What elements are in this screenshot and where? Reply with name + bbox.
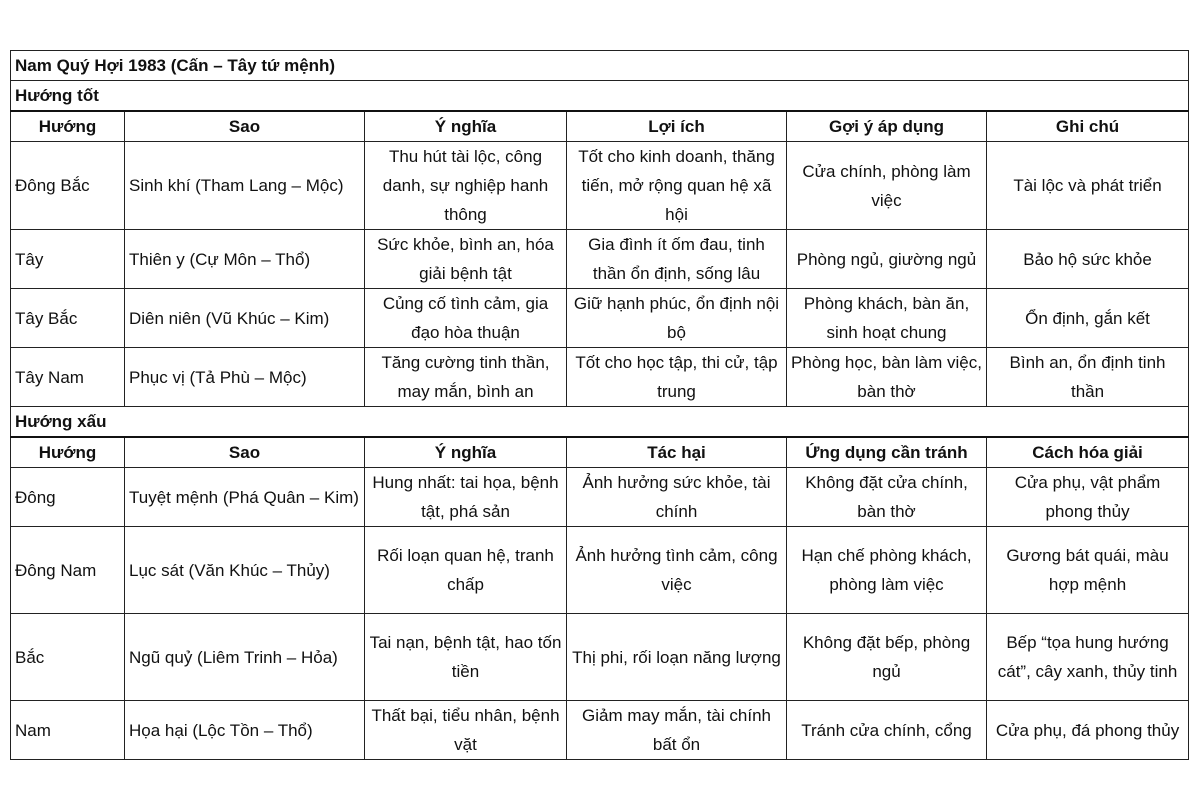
cell-application: Phòng học, bàn làm việc, bàn thờ xyxy=(787,348,987,407)
bad-directions-label: Hướng xấu xyxy=(11,407,1189,438)
table-row xyxy=(11,348,1189,407)
cell-note: Tài lộc và phát triển xyxy=(987,142,1189,230)
cell-meaning: Thất bại, tiểu nhân, bệnh vặt xyxy=(365,701,567,760)
cell-meaning: Củng cố tình cảm, gia đạo hòa thuận xyxy=(365,289,567,348)
title-row xyxy=(11,51,1189,81)
cell-harm: Giảm may mắn, tài chính bất ổn xyxy=(567,701,787,760)
cell-avoid: Hạn chế phòng khách, phòng làm việc xyxy=(787,527,987,614)
column-header: Ghi chú xyxy=(987,111,1189,142)
cell-star: Ngũ quỷ (Liêm Trinh – Hỏa) xyxy=(125,614,365,701)
cell-remedy: Bếp “tọa hung hướng cát”, cây xanh, thủy tinh xyxy=(987,614,1189,701)
column-header: Hướng xyxy=(11,111,125,142)
cell-avoid: Tránh cửa chính, cổng xyxy=(787,701,987,760)
cell-note: Bảo hộ sức khỏe xyxy=(987,230,1189,289)
column-header: Ứng dụng cần tránh xyxy=(787,437,987,468)
cell-avoid: Không đặt cửa chính, bàn thờ xyxy=(787,468,987,527)
cell-direction: Đông xyxy=(11,468,125,527)
column-header: Lợi ích xyxy=(567,111,787,142)
cell-remedy: Cửa phụ, đá phong thủy xyxy=(987,701,1189,760)
feng-shui-table-container xyxy=(10,50,1188,760)
cell-harm: Thị phi, rối loạn năng lượng xyxy=(567,614,787,701)
table-row xyxy=(11,468,1189,527)
cell-application: Cửa chính, phòng làm việc xyxy=(787,142,987,230)
cell-benefit: Tốt cho học tập, thi cử, tập trung xyxy=(567,348,787,407)
cell-benefit: Tốt cho kinh doanh, thăng tiến, mở rộng quan hệ xã hội xyxy=(567,142,787,230)
cell-star: Diên niên (Vũ Khúc – Kim) xyxy=(125,289,365,348)
cell-star: Lục sát (Văn Khúc – Thủy) xyxy=(125,527,365,614)
cell-direction: Nam xyxy=(11,701,125,760)
cell-star: Tuyệt mệnh (Phá Quân – Kim) xyxy=(125,468,365,527)
cell-direction: Tây xyxy=(11,230,125,289)
feng-shui-table xyxy=(10,50,1189,760)
cell-direction: Đông Bắc xyxy=(11,142,125,230)
cell-benefit: Gia đình ít ốm đau, tinh thần ổn định, sống lâu xyxy=(567,230,787,289)
column-header: Tác hại xyxy=(567,437,787,468)
table-row xyxy=(11,614,1189,701)
good-directions-label: Hướng tốt xyxy=(11,81,1189,112)
cell-harm: Ảnh hưởng tình cảm, công việc xyxy=(567,527,787,614)
table-row xyxy=(11,230,1189,289)
bad-section-row xyxy=(11,407,1189,438)
bad-header-row xyxy=(11,437,1189,468)
cell-meaning: Tai nạn, bệnh tật, hao tốn tiền xyxy=(365,614,567,701)
cell-meaning: Hung nhất: tai họa, bệnh tật, phá sản xyxy=(365,468,567,527)
cell-application: Phòng khách, bàn ăn, sinh hoạt chung xyxy=(787,289,987,348)
cell-meaning: Sức khỏe, bình an, hóa giải bệnh tật xyxy=(365,230,567,289)
table-title: Nam Quý Hợi 1983 (Cấn – Tây tứ mệnh) xyxy=(11,51,1189,81)
table-row xyxy=(11,527,1189,614)
cell-star: Phục vị (Tả Phù – Mộc) xyxy=(125,348,365,407)
cell-direction: Tây Bắc xyxy=(11,289,125,348)
column-header: Sao xyxy=(125,111,365,142)
cell-star: Sinh khí (Tham Lang – Mộc) xyxy=(125,142,365,230)
cell-direction: Bắc xyxy=(11,614,125,701)
cell-benefit: Giữ hạnh phúc, ổn định nội bộ xyxy=(567,289,787,348)
good-header-row xyxy=(11,111,1189,142)
cell-application: Phòng ngủ, giường ngủ xyxy=(787,230,987,289)
cell-meaning: Thu hút tài lộc, công danh, sự nghiệp hanh thông xyxy=(365,142,567,230)
cell-remedy: Cửa phụ, vật phẩm phong thủy xyxy=(987,468,1189,527)
cell-avoid: Không đặt bếp, phòng ngủ xyxy=(787,614,987,701)
column-header: Ý nghĩa xyxy=(365,437,567,468)
table-row xyxy=(11,289,1189,348)
cell-note: Bình an, ổn định tinh thần xyxy=(987,348,1189,407)
cell-meaning: Tăng cường tinh thần, may mắn, bình an xyxy=(365,348,567,407)
cell-star: Thiên y (Cự Môn – Thổ) xyxy=(125,230,365,289)
column-header: Ý nghĩa xyxy=(365,111,567,142)
column-header: Hướng xyxy=(11,437,125,468)
cell-note: Ổn định, gắn kết xyxy=(987,289,1189,348)
column-header: Cách hóa giải xyxy=(987,437,1189,468)
cell-meaning: Rối loạn quan hệ, tranh chấp xyxy=(365,527,567,614)
table-row xyxy=(11,142,1189,230)
column-header: Gợi ý áp dụng xyxy=(787,111,987,142)
table-row xyxy=(11,701,1189,760)
cell-harm: Ảnh hưởng sức khỏe, tài chính xyxy=(567,468,787,527)
good-section-row xyxy=(11,81,1189,112)
cell-star: Họa hại (Lộc Tồn – Thổ) xyxy=(125,701,365,760)
cell-direction: Tây Nam xyxy=(11,348,125,407)
column-header: Sao xyxy=(125,437,365,468)
cell-remedy: Gương bát quái, màu hợp mệnh xyxy=(987,527,1189,614)
cell-direction: Đông Nam xyxy=(11,527,125,614)
